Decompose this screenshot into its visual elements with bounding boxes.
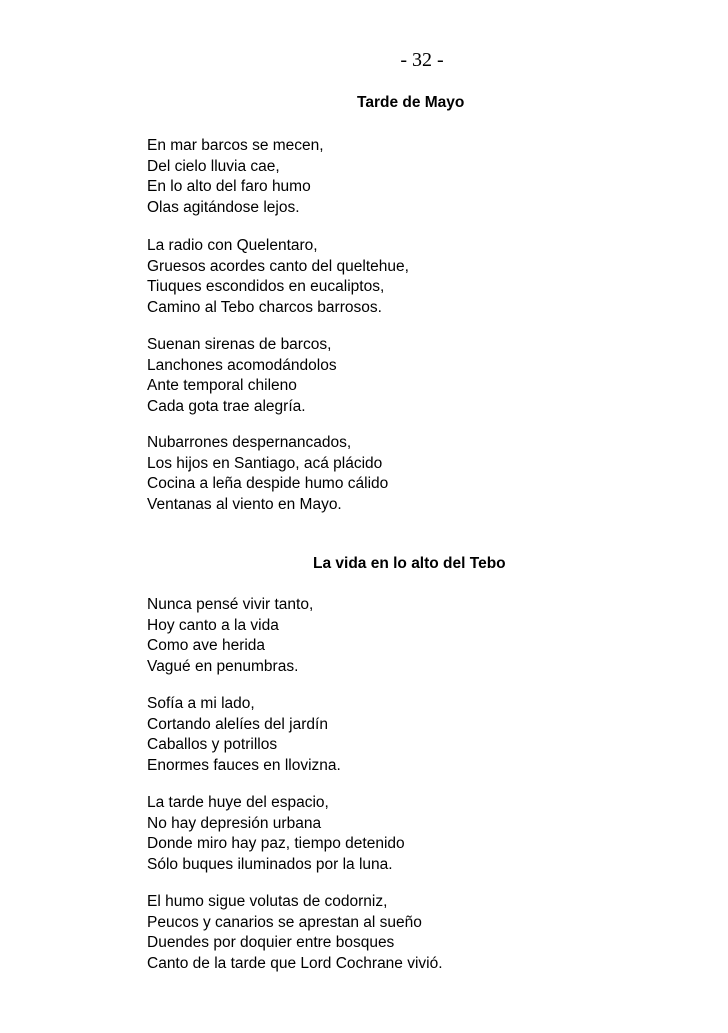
verse-line: Camino al Tebo charcos barrosos. — [147, 298, 382, 316]
stanza — [147, 136, 324, 218]
verse-line: Sofía a mi lado, — [147, 695, 255, 712]
stanza — [147, 433, 388, 515]
verse-line: Lanchones acomodándolos — [147, 356, 337, 374]
stanza — [147, 335, 337, 417]
verse-line: Gruesos acordes canto del queltehue, — [147, 257, 409, 275]
stanza — [147, 236, 409, 318]
stanza — [147, 694, 341, 776]
verse-line: Peucos y canarios se aprestan al sueño — [147, 913, 422, 931]
verse-line: Ventanas al viento en Mayo. — [147, 495, 342, 513]
verse-line: Tiuques escondidos en eucaliptos, — [147, 278, 385, 295]
verse-line: Duendes por doquier entre bosques — [147, 934, 395, 951]
verse-line: El humo sigue volutas de codorniz, — [147, 893, 388, 910]
poem-title-la-vida-en-lo-alto-del-tebo: La vida en lo alto del Tebo — [313, 555, 506, 572]
verse-line: Donde miro hay paz, tiempo detenido — [147, 835, 405, 852]
verse-line: Ante temporal chileno — [147, 377, 297, 394]
verse-line: Canto de la tarde que Lord Cochrane vivió. — [147, 954, 443, 972]
verse-line: Suenan sirenas de barcos, — [147, 336, 332, 353]
verse-line: Hoy canto a la vida — [147, 616, 279, 634]
verse-line: En lo alto del faro humo — [147, 178, 311, 195]
verse-line: Como ave herida — [147, 637, 266, 654]
poem-title-tarde-de-mayo: Tarde de Mayo — [357, 94, 465, 111]
stanza — [147, 892, 443, 974]
verse-line: Cada gota trae alegría. — [147, 397, 306, 415]
verse-line: Nunca pensé vivir tanto, — [147, 596, 314, 613]
verse-line: Vagué en penumbras. — [147, 657, 299, 675]
stanza — [147, 595, 313, 677]
verse-line: Olas agitándose lejos. — [147, 198, 300, 216]
stanza — [147, 793, 405, 875]
verse-line: Cortando alelíes del jardín — [147, 715, 328, 733]
verse-line: Del cielo lluvia cae, — [147, 157, 280, 175]
verse-line: Los hijos en Santiago, acá plácido — [147, 454, 383, 472]
verse-line: La radio con Quelentaro, — [147, 237, 318, 254]
verse-line: Enormes fauces en llovizna. — [147, 756, 341, 774]
verse-line: Caballos y potrillos — [147, 736, 278, 753]
verse-line: La tarde huye del espacio, — [147, 794, 329, 811]
page-number: - 32 - — [400, 49, 444, 71]
verse-line: Cocina a leña despide humo cálido — [147, 475, 389, 492]
verse-line: Sólo buques iluminados por la luna. — [147, 855, 393, 873]
verse-line: Nubarrones despernancados, — [147, 434, 352, 451]
verse-line: En mar barcos se mecen, — [147, 137, 324, 154]
verse-line: No hay depresión urbana — [147, 814, 322, 832]
